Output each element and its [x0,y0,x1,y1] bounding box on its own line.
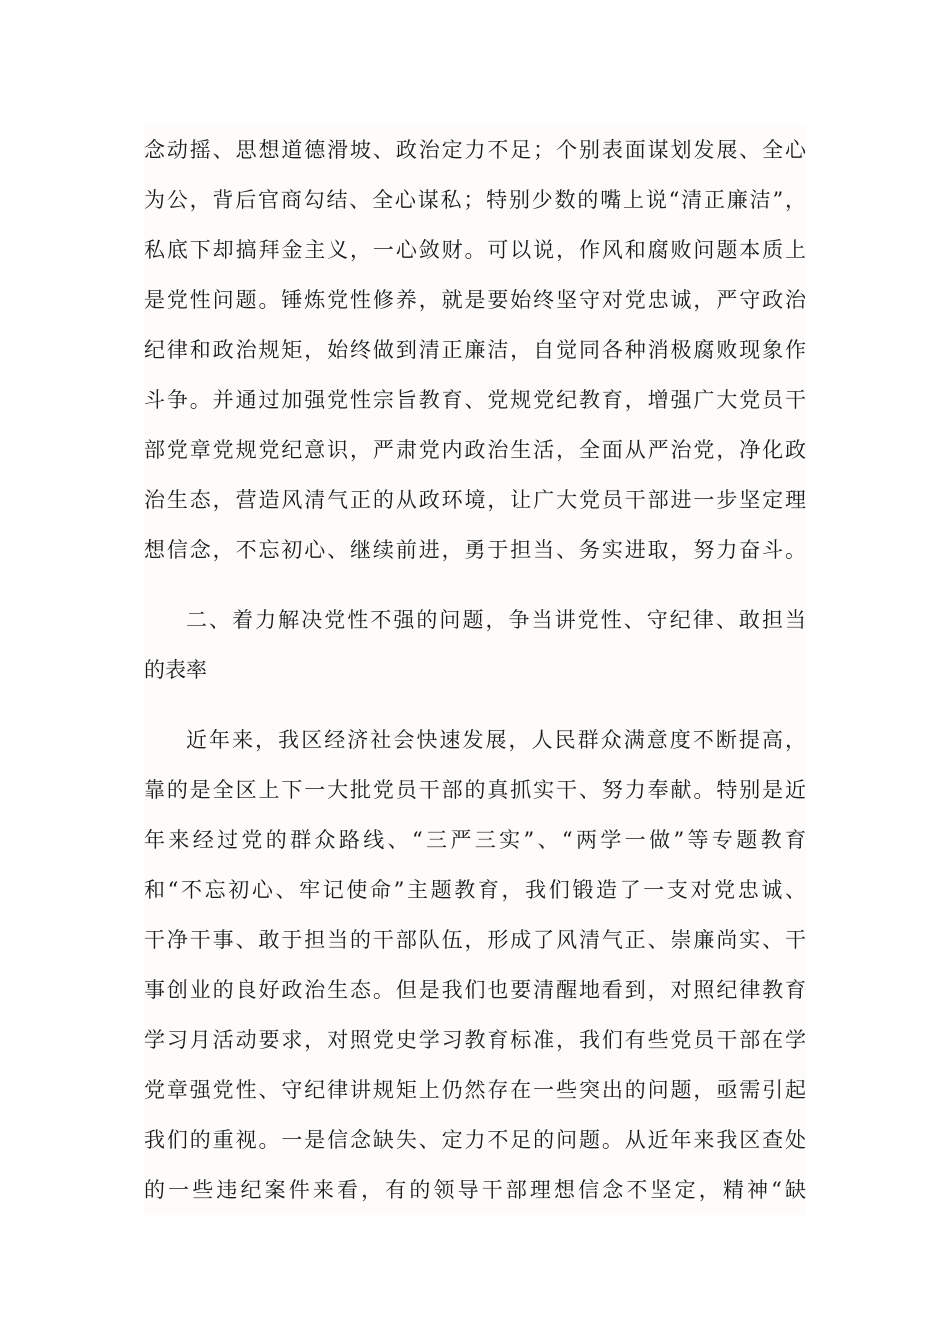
text-line: 纪律和政治规矩，始终做到清正廉洁，自觉同各种消极腐败现象作 [144,338,806,362]
text-line: 学习月活动要求，对照党史学习教育标准，我们有些党员干部在学 [144,1028,806,1052]
text-line: 念动摇、思想道德滑坡、政治定力不足；个别表面谋划发展、全心 [144,138,806,162]
text-line: 想信念，不忘初心、继续前进，勇于担当、务实进取，努力奋斗。 [144,538,806,562]
text-line: 靠的是全区上下一大批党员干部的真抓实干、努力奉献。特别是近 [144,778,806,802]
text-line: 斗争。并通过加强党性宗旨教育、党规党纪教育，增强广大党员干 [144,388,806,412]
text-line: 我们的重视。一是信念缺失、定力不足的问题。从近年来我区查处 [144,1128,806,1152]
heading-line: 的表率 [144,658,207,682]
document-page [144,125,806,1215]
text-line: 年来经过党的群众路线、“三严三实”、“两学一做”等专题教育 [144,828,806,852]
text-line: 事创业的良好政治生态。但是我们也要清醒地看到，对照纪律教育 [144,978,806,1002]
paragraph-2 [144,715,806,1215]
text-line: 的一些违纪案件来看，有的领导干部理想信念不坚定，精神“缺 [144,1178,806,1202]
text-line: 为公，背后官商勾结、全心谋私；特别少数的嘴上说“清正廉洁”， [144,188,806,212]
text-line: 私底下却搞拜金主义，一心敛财。可以说，作风和腐败问题本质上 [144,238,806,262]
text-line: 部党章党规党纪意识，严肃党内政治生活，全面从严治党，净化政 [144,438,806,462]
section-heading [144,595,806,695]
text-line: 近年来，我区经济社会快速发展，人民群众满意度不断提高， [186,728,806,752]
paragraph-1 [144,125,806,575]
text-line: 治生态，营造风清气正的从政环境，让广大党员干部进一步坚定理 [144,488,806,512]
text-line: 党章强党性、守纪律讲规矩上仍然存在一些突出的问题，亟需引起 [144,1078,806,1102]
text-line: 干净干事、敢于担当的干部队伍，形成了风清气正、崇廉尚实、干 [144,928,806,952]
heading-line: 二、着力解决党性不强的问题，争当讲党性、守纪律、敢担当 [186,608,806,632]
text-line: 是党性问题。锤炼党性修养，就是要始终坚守对党忠诚，严守政治 [144,288,806,312]
text-line: 和“不忘初心、牢记使命”主题教育，我们锻造了一支对党忠诚、 [144,878,806,902]
